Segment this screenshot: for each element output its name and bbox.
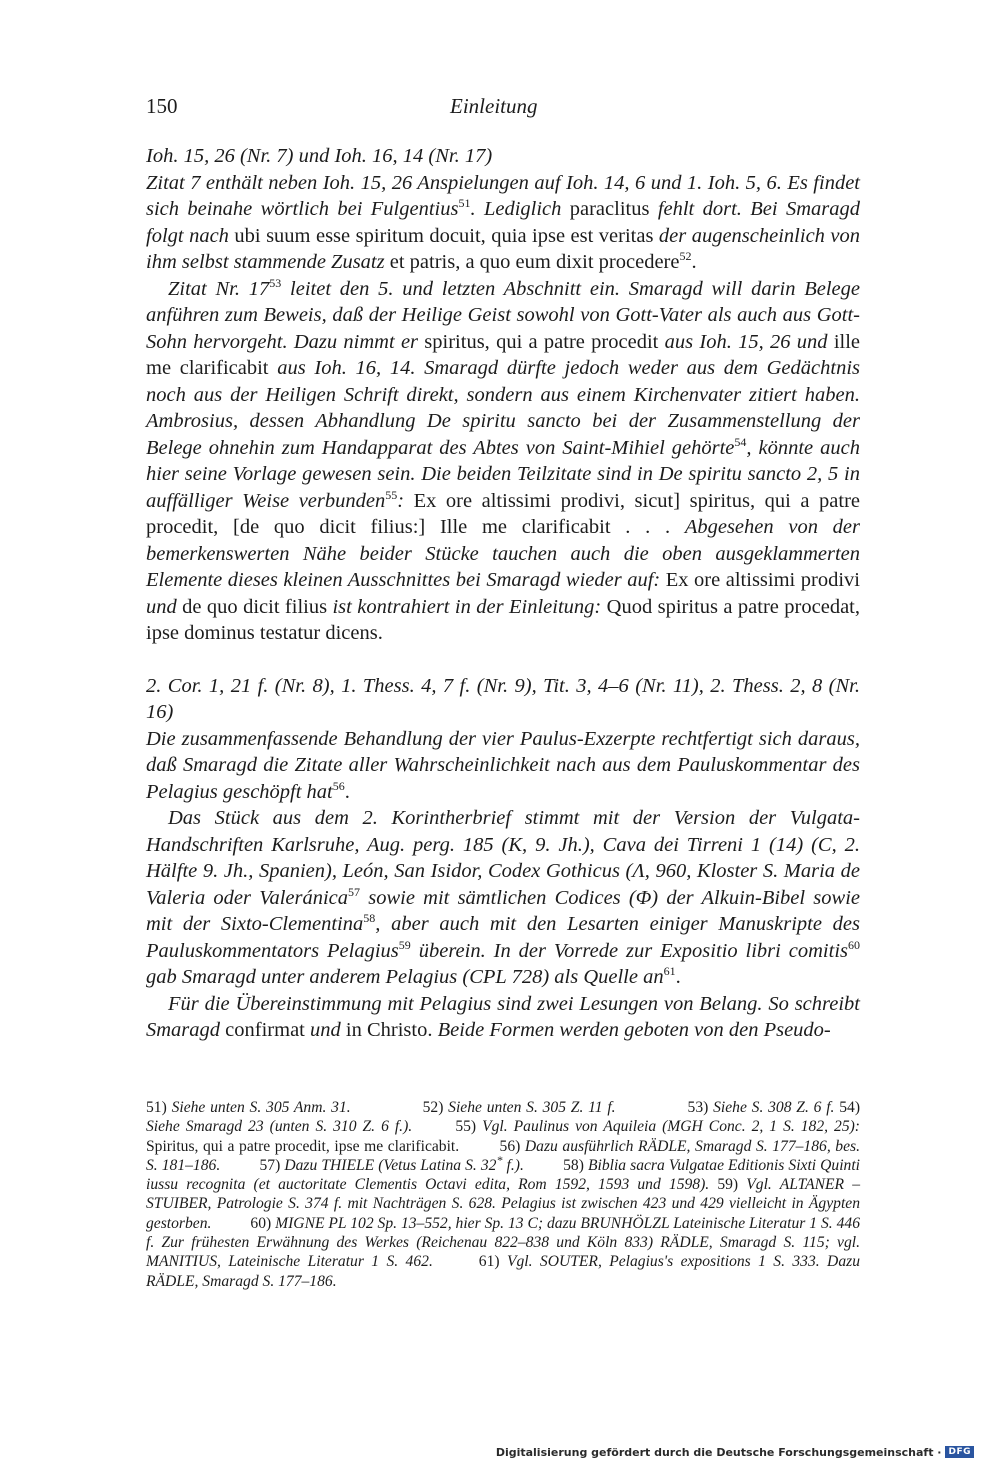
paragraph: Für die Übereinstimmung mit Pelagius sind zwei Lesungen von Belang. So schreibt Smaragd confirmat und in Christo. Beide Formen werden geboten von den Pseudo- <box>146 992 860 1041</box>
footnotes <box>146 1098 860 1291</box>
section-heading: Ioh. 15, 26 (Nr. 7) und Ioh. 16, 14 (Nr. 17) <box>146 145 493 167</box>
body-text <box>146 143 860 1044</box>
section-gap <box>146 647 860 673</box>
footnote-text: 51) Siehe unten S. 305 Anm. 31. 52) Siehe unten S. 305 Z. 11 f. 53) Siehe S. 308 Z. 6 f. 54) Siehe Smaragd 23 (unten S. 310 Z. 6 f.). 55) Vgl. Paulinus von Aquileia (MGH Conc. 2, 1 S. 182, 25): Spiritus, qui a patre procedit, ipse me clarificabit. 56) Dazu ausführlich RÄDLE, Smaragd S. 177–186, bes. S. 181–186. 57) Dazu THIELE (Vetus Latina S. 32* f.). 58) Biblia sacra Vulgatae Editionis Sixti Quinti iussu recognita (et auctoritate Clementis Octavi edita, Rom 1592, 1593 und 1598). 59) Vgl. ALTANER – STUIBER, Patrologie S. 374 f. mit Nachträgen S. 628. Pelagius ist zwischen 423 und 429 vielleicht in Ägypten gestorben. 60) MIGNE PL 102 Sp. 13–552, hier Sp. 13 C; dazu BRUNHÖLZL Lateinische Literatur 1 S. 446 f. Zur frühesten Erwähnung des Werkes (Reichenau 822–838 und Köln 833) RÄDLE, Smaragd S. 115; vgl. MANITIUS, Lateinische Literatur 1 S. 462. 61) Vgl. SOUTER, Pelagius's expositions 1 S. 333. Dazu RÄDLE, Smaragd S. 177–186. <box>146 1099 861 1290</box>
credit-text: Digitalisierung gefördert durch die Deutsche Forschungsgemeinschaft · <box>495 1445 942 1459</box>
paragraph: Zitat 7 enthält neben Ioh. 15, 26 Anspielungen auf Ioh. 14, 6 und 1. Ioh. 5, 6. Es findet sich beinahe wörtlich bei Fulgentius$^{51}$. Lediglich paraclitus fehlt dort. Bei Smaragd folgt nach ubi suum esse spiritum docuit, quia ipse est veritas der augenscheinlich von ihm selbst stammende Zusatz et patris, a quo eum dixit procedere$^{52}$. <box>146 171 860 273</box>
paragraph: Zitat Nr. $17^{53}$ leitet den 5. und letzten Abschnitt ein. Smaragd will darin Belege anführen zum Beweis, daß der Heilige Geist sowohl von Gott-Vater als auch aus Gott-Sohn hervorgeht. Dazu nimmt er spiritus, qui a patre procedit aus Ioh. 15, 26 und ille me clarificabit aus Ioh. 16, 14. Smaragd dürfte jedoch weder aus dem Gedächtnis noch aus der Heiligen Schrift direkt, sondern aus einem Kirchenvater zitiert haben. Ambrosius, dessen Abhandlung De spiritu sancto bei der Zusammenstellung der Belege ohnehin zum Handapparat des Abtes von Saint-Mihiel gehörte$^{54}$, könnte auch hier seine Vorlage gewesen sein. Die beiden Teilzitate sind in De spiritu sancto 2, 5 in auffälliger Weise verbunden$^{55}$: Ex ore altissimi prodivi, sicut] spiritus, qui a patre procedit, [de quo dicit filius:] Ille me clarificabit . . . Abgesehen von der bemerkenswerten Nähe beider Stücke tauchen auch die oben ausgeklammerten Elemente dieses kleinen Ausschnittes bei Smaragd wieder auf: Ex ore altissimi prodivi und de quo dicit filius ist kontrahiert in der Einleitung: Quod spiritus a patre procedat, ipse dominus testatur dicens. <box>146 275 861 644</box>
section-heading: 2. Cor. 1, 21 f. (Nr. 8), 1. Thess. 4, 7 f. (Nr. 9), Tit. 3, 4–6 (Nr. 11), 2. Thess. 2, 8 (Nr. 16) <box>146 674 860 723</box>
running-head: Einleitung <box>450 94 538 118</box>
paragraph: Das Stück aus dem 2. Korintherbrief stimmt mit der Version der Vulgata-Handschriften Karlsruhe, Aug. perg. 185 (K, 9. Jh.), Cava dei Tirreni 1 (14) (C, 2. Hälfte 9. Jh., Spanien), León, San Isidor, Codex Gothicus (Λ, 960, Kloster S. Maria de Valeria oder Valeránica$^{57}$ sowie mit sämtlichen Codices (Φ) der Alkuin-Bibel sowie mit der Sixto-Clementina$^{58}$, aber auch mit den Lesarten einiger Manuskripte des Pauluskommentators Pelagius$^{59}$ überein. In der Vorrede zur Expositio libri comitis$^{60}$ gab Smaragd unter anderem Pelagius (CPL 728) als Quelle $an^{61}$. <box>146 807 861 988</box>
digitization-credit <box>496 1443 974 1461</box>
page-number: 150 <box>146 94 178 118</box>
paragraph: Die zusammenfassende Behandlung der vier Paulus-Exzerpte rechtfertigt sich daraus, daß Smaragd die Zitate aller Wahrscheinlichkeit nach aus dem Pauluskommentar des Pelagius geschöpft hat$^{56}$. <box>146 727 860 803</box>
dfg-logo: DFG <box>945 1446 974 1458</box>
